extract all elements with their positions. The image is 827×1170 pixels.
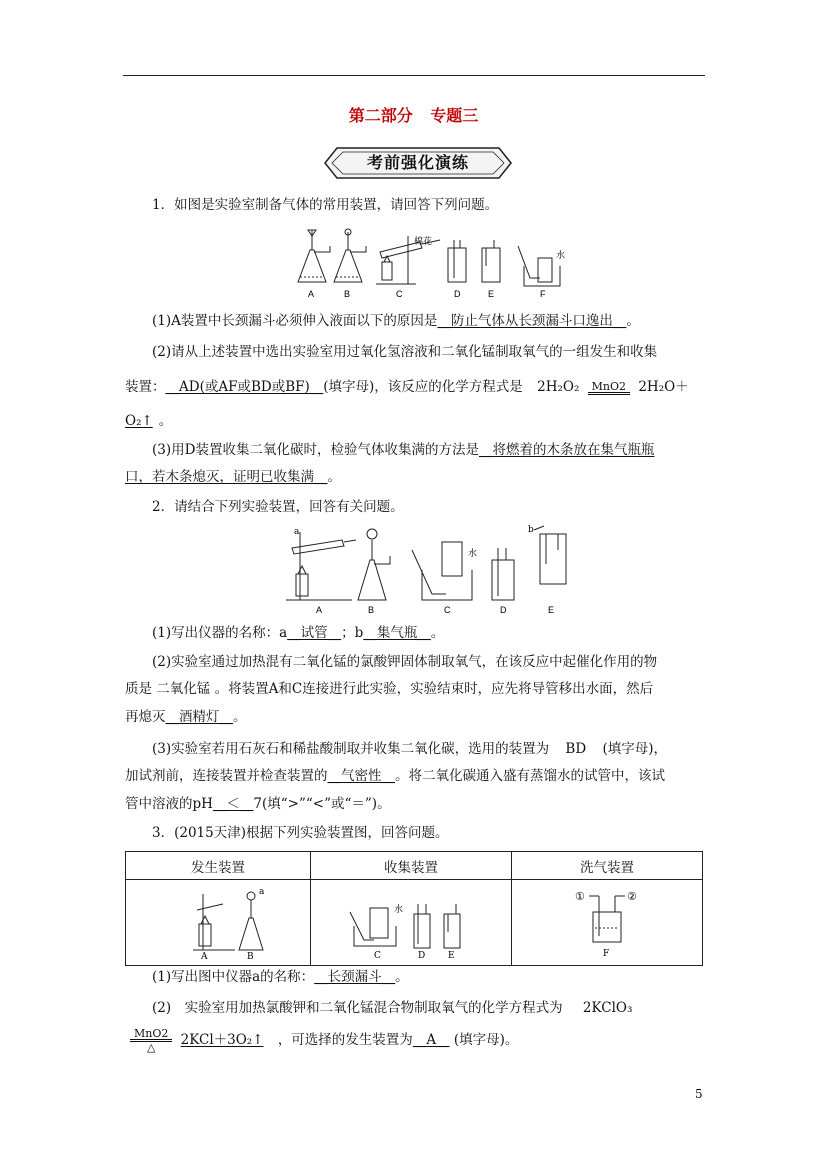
equation-product: 2H₂O＋ [638, 379, 689, 395]
collector-cell [311, 880, 512, 966]
question-text: (填字母)。 [453, 1032, 519, 1048]
fig-label: A [316, 605, 323, 615]
question-text: (2) 实验室用加热氯酸钾和二氧化锰混合物制取氧气的化学方程式为 [152, 1000, 563, 1016]
question-text: (3)用D装置收集二氧化碳时，检验气体收集满的方法是 [152, 442, 479, 458]
marker-a: a [294, 527, 300, 537]
apparatus-table [125, 851, 703, 966]
fig-label: B [344, 289, 351, 299]
question-text: 质是 [125, 681, 152, 697]
q2-part3-line2 [125, 766, 665, 786]
q3-part2-line1 [152, 998, 632, 1018]
fig-label: E [548, 605, 555, 615]
fig-label: C [396, 289, 403, 299]
q1-stem: 1．如图是实验室制备气体的常用装置，请回答下列问题。 [152, 197, 499, 213]
question-text: 装置： [125, 379, 166, 395]
question-text: (填字母)， [602, 741, 668, 757]
q1-part3-line2 [125, 467, 341, 487]
question-text: (3)实验室若用石灰石和稀盐酸制取并收集二氧化碳，选用的装置为 [152, 741, 550, 757]
fig-label: F [603, 948, 610, 959]
fig-label: A [201, 951, 208, 960]
fig-label: E [448, 950, 455, 960]
equation-reactant: 2H₂O₂ [537, 379, 580, 395]
washer-figure [567, 882, 647, 960]
answer: __集气瓶__ [363, 625, 431, 641]
question-text: 。 [158, 413, 173, 429]
question-text: 。 [233, 709, 247, 725]
question-text: 。 [626, 313, 640, 329]
q1-part2-line3 [125, 411, 172, 431]
catalyst: MnO2 [130, 1028, 172, 1040]
equation-condition [588, 381, 630, 395]
q2-stem: 2．请结合下列实验装置，回答有关问题。 [152, 499, 404, 515]
fig-label: B [368, 605, 375, 615]
q3-part2-line2 [130, 1028, 518, 1053]
question-text: 。 [395, 969, 409, 985]
q2-part2-line1: (2)实验室通过加热混有二氧化锰的氯酸钾固体制取氧气，在该反应中起催化作用的物 [152, 654, 658, 670]
fig-label: B [247, 951, 254, 960]
question-text: (填字母)，该反应的化学方程式是 [323, 379, 523, 395]
heat-symbol: △ [130, 1041, 172, 1053]
q2-part3-line3 [125, 794, 391, 814]
fig-label: A [308, 289, 315, 299]
answer: __长颈漏斗__ [314, 969, 396, 985]
catalyst: MnO2 [588, 381, 630, 393]
part-label: 第二部分 [348, 106, 413, 125]
fig-label: C [374, 950, 381, 960]
marker-b: b [528, 525, 534, 535]
answer: __AD(或AF或BD或BF)__ [165, 379, 324, 395]
question-text: 管中溶液的pH [125, 796, 213, 812]
page-number: 5 [695, 1087, 703, 1101]
answer: __试管__ [287, 625, 342, 641]
question-text: (1)写出图中仪器a的名称： [152, 969, 315, 985]
equation-product: 2KCl＋3O₂↑ [180, 1032, 264, 1048]
q1-part1 [152, 311, 640, 331]
water-label: 水 [556, 251, 566, 261]
generator-cell [126, 880, 311, 966]
page-title [0, 103, 827, 126]
question-text: 。 [327, 469, 341, 485]
answer: __气密性__ [327, 768, 395, 784]
q2-part2-line2 [125, 679, 653, 699]
fig-label: C [444, 605, 451, 615]
q2-apparatus-figure [282, 520, 582, 616]
q3-part1 [152, 967, 409, 987]
question-text: (1)写出仪器的名称：a [152, 625, 288, 641]
q1-part2-line1: (2)请从上述装置中选出实验室用过氧化氢溶液和二氧化锰制取氧气的一组发生和收集 [152, 344, 658, 360]
header-collector: 收集装置 [311, 852, 512, 880]
generator-figure [163, 882, 273, 960]
answer: __将燃着的木条放在集气瓶瓶 [478, 442, 655, 458]
marker-a: a [259, 886, 265, 897]
q3-stem: 3．(2015天津)根据下列实验装置图，回答问题。 [152, 825, 449, 841]
fig-label: F [540, 289, 546, 299]
question-text: ；b [341, 625, 364, 641]
equation-reactant: 2KClO₃ [582, 1000, 633, 1016]
header-generator: 发生装置 [126, 852, 311, 880]
port-1: ① [575, 889, 585, 903]
header-rule [123, 75, 705, 76]
question-text: 。将装置A和C连接进行此实验，实验结束时，应先将导管移出水面，然后 [214, 681, 654, 697]
answer: __＜__ [212, 796, 254, 812]
q1-apparatus-figure [290, 222, 570, 302]
answer: 口，若木条熄灭，证明已收集满__ [125, 469, 328, 485]
equation-condition [130, 1028, 172, 1053]
fig-label: D [418, 950, 426, 960]
answer: __防止气体从长颈漏斗口逸出__ [437, 313, 627, 329]
answer: BD [565, 741, 587, 757]
equation-product: O₂↑ [125, 413, 153, 429]
topic-label: 专题三 [430, 106, 479, 125]
water-label: 水 [468, 549, 478, 559]
q2-part2-line3 [125, 707, 247, 727]
water-label: 水 [394, 904, 404, 915]
q1-part2-line2 [125, 377, 689, 397]
answer: __A__ [412, 1032, 450, 1048]
q2-part3-line1 [152, 739, 667, 759]
port-2: ② [627, 889, 637, 903]
question-text: (1)A装置中长颈漏斗必须伸入液面以下的原因是 [152, 313, 438, 329]
question-text: 再熄灭 [125, 709, 166, 725]
question-text: 。将二氧化碳通入盛有蒸馏水的试管中，该试 [395, 768, 665, 784]
answer: __酒精灯__ [165, 709, 233, 725]
q2-part1 [152, 623, 444, 643]
question-text: 加试剂前，连接装置并检查装置的 [125, 768, 328, 784]
answer: 二氧化锰 [156, 681, 211, 697]
fig-label: D [500, 605, 507, 615]
banner-title: 考前强化演练 [366, 153, 469, 172]
question-text: 。 [430, 625, 445, 641]
question-text: ，可选择的发生装置为 [277, 1032, 413, 1048]
cotton-label: 棉花 [414, 237, 433, 247]
collector-figure [346, 882, 476, 960]
washer-cell [512, 880, 703, 966]
fig-label: D [454, 289, 461, 299]
fig-label: E [488, 289, 495, 299]
question-text: 7(填“>”“<”或“＝”)。 [253, 796, 391, 812]
header-washer: 洗气装置 [512, 852, 703, 880]
q1-part3-line1 [152, 440, 654, 460]
